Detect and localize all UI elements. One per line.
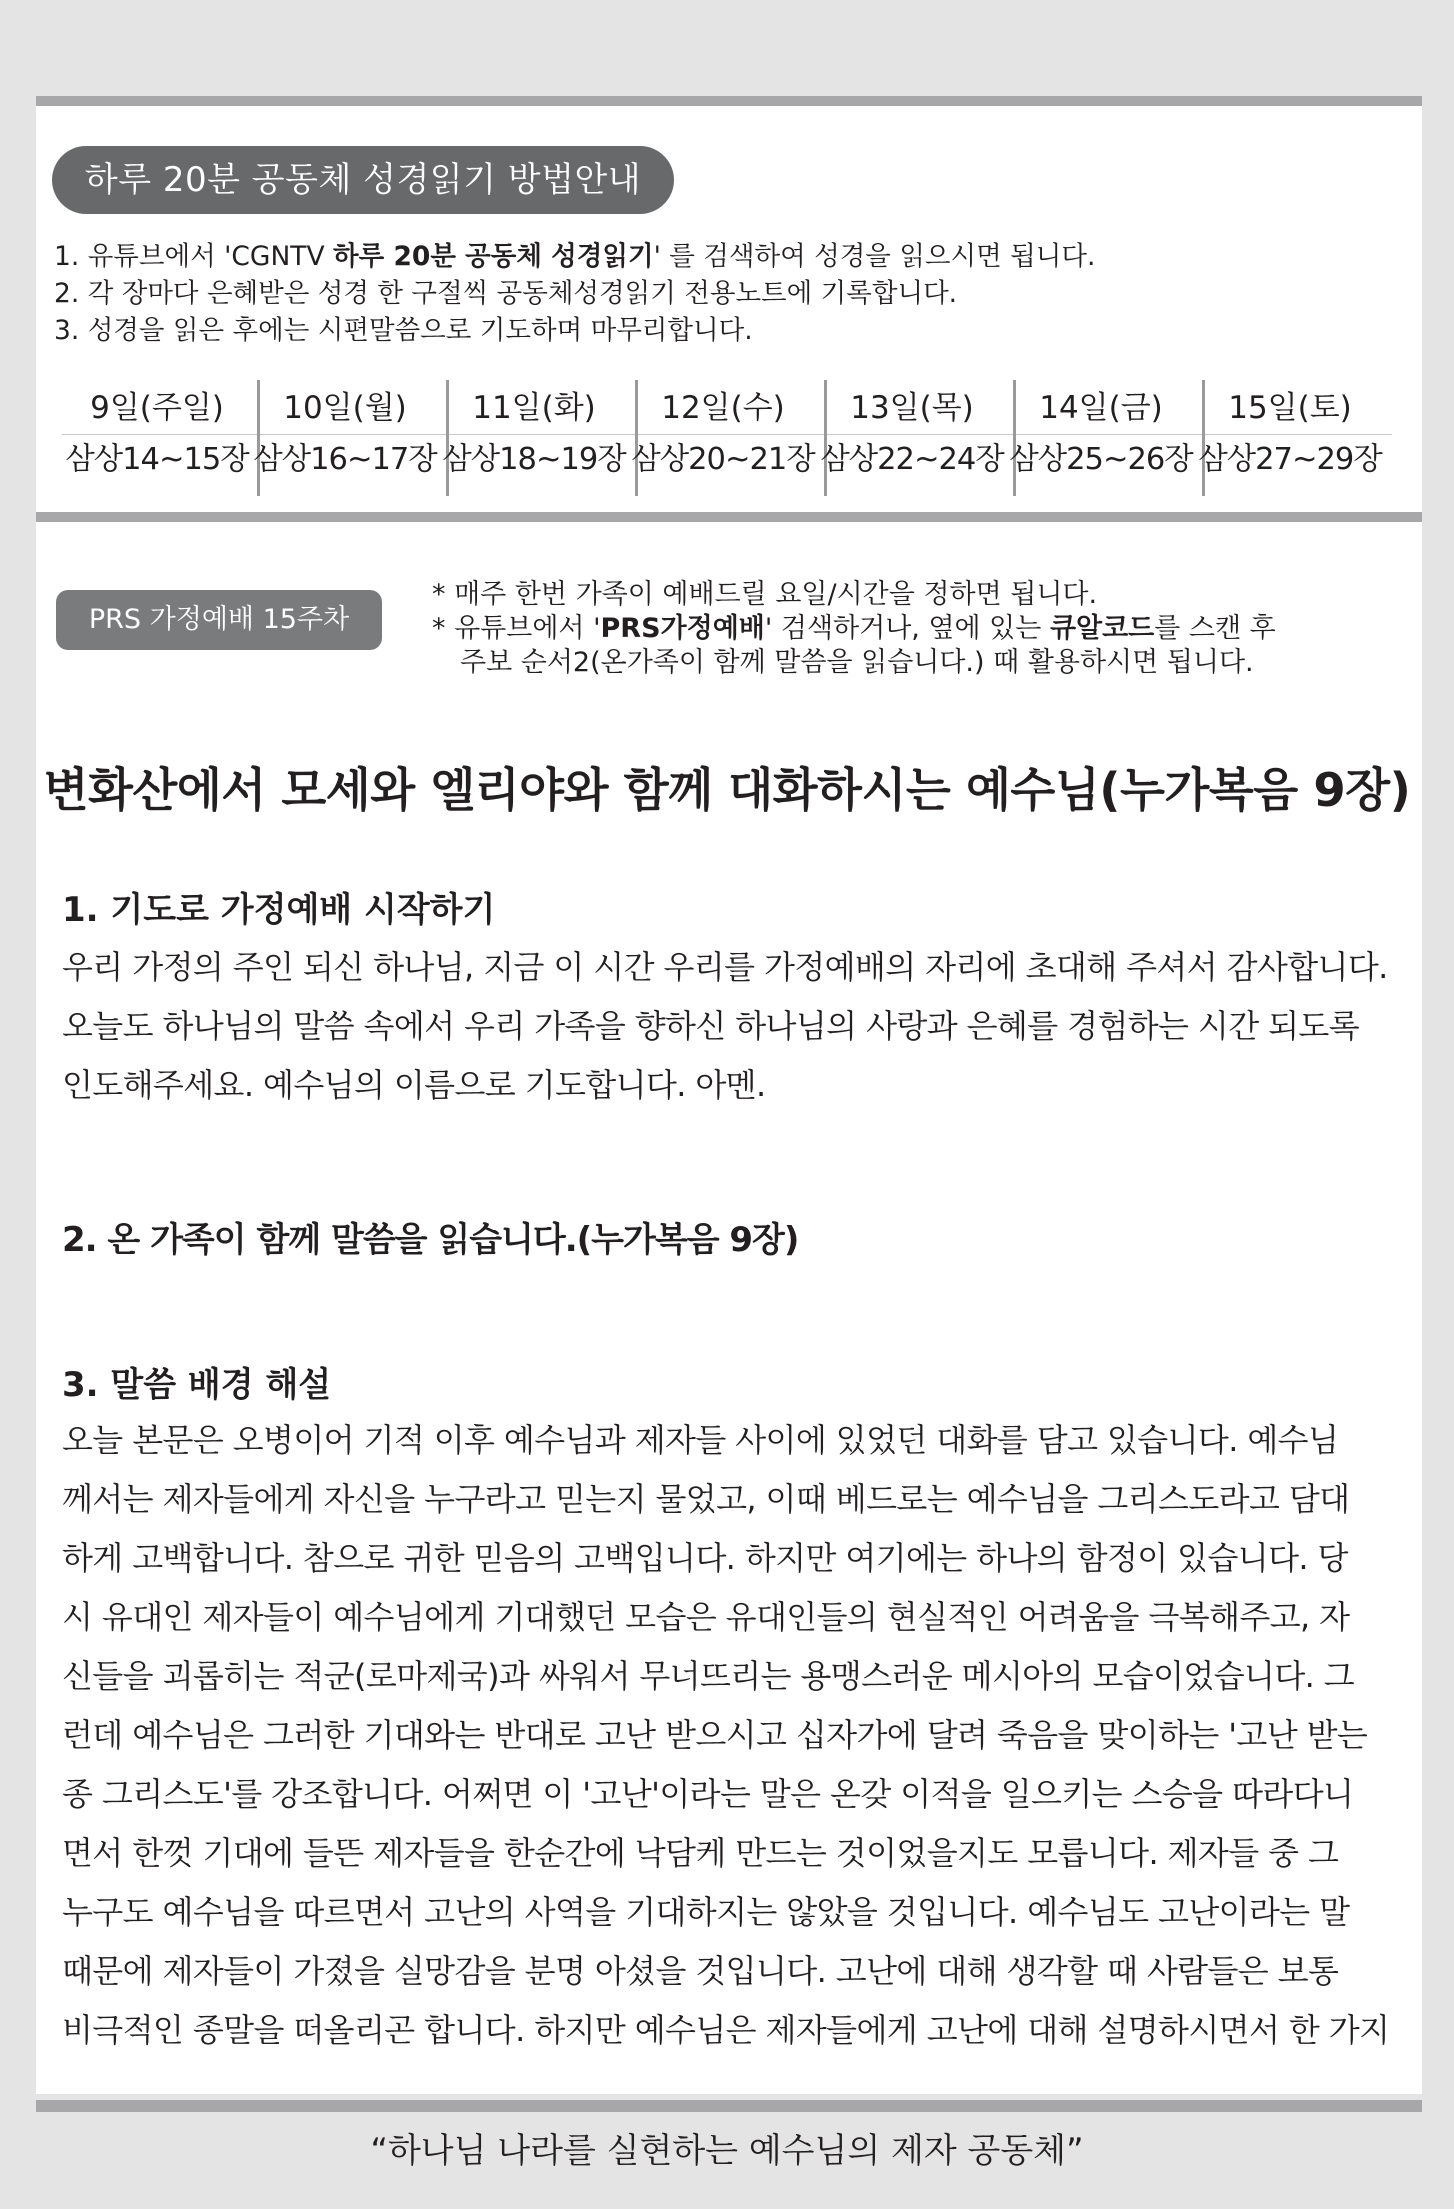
reading-schedule <box>62 378 1392 492</box>
text-line: 면서 한껏 기대에 들뜬 제자들을 한순간에 낙담케 만드는 것이었을지도 모릅니다. 제자들 중 그 <box>62 1834 1339 1872</box>
text-line: 인도해주세요. 예수님의 이름으로 기도합니다. 아멘. <box>62 1066 766 1104</box>
text-line: 런데 예수님은 그러한 기대와는 반대로 고난 받으시고 십자가에 달려 죽음을 맞이하는 '고난 받는 <box>62 1716 1368 1754</box>
schedule-day-3: 11일(화) 삼상18~19장 <box>442 390 626 477</box>
text-line: 비극적인 종말을 떠올리곤 합니다. 하지만 예수님은 제자들에게 고난에 대해 설명하시면서 한 가지 <box>62 2011 1390 2049</box>
text-line: 하게 고백합니다. 참으로 귀한 믿음의 고백입니다. 하지만 여기에는 하나의 함정이 있습니다. 당 <box>62 1539 1348 1577</box>
schedule-day-5: 13일(목) 삼상22~24장 <box>820 390 1004 477</box>
section-2-heading: 2. 온 가족이 함께 말씀을 읽습니다.(누가복음 9장) <box>62 1220 799 1260</box>
worship-note-1: * 매주 한번 가족이 예배드릴 요일/시간을 정하면 됩니다. <box>432 579 1098 610</box>
section-3-commentary <box>62 1411 1402 2060</box>
section-1-heading: 1. 기도로 가정예배 시작하기 <box>62 890 496 930</box>
section-3-heading: 3. 말씀 배경 해설 <box>62 1365 332 1405</box>
text-line: 우리 가정의 주인 되신 하나님, 지금 이 시간 우리를 가정예배의 자리에 초대해 주셔서 감사합니다. <box>62 948 1388 986</box>
family-worship-badge: PRS 가정예배 15주차 <box>56 590 382 650</box>
schedule-day-6: 14일(금) 삼상25~26장 <box>1009 390 1193 477</box>
section-1-prayer <box>62 938 1402 1115</box>
footer-slogan: “하나님 나라를 실현하는 예수님의 제자 공동체” <box>370 2131 1084 2171</box>
schedule-day-7: 15일(토) 삼상27~29장 <box>1198 390 1382 477</box>
middle-rule <box>36 512 1422 522</box>
text-line: 오늘도 하나님의 말씀 속에서 우리 가족을 향하신 하나님의 사랑과 은혜를 경험하는 시간 되도록 <box>62 1007 1360 1045</box>
text-line: 오늘 본문은 오병이어 기적 이후 예수님과 제자들 사이에 있었던 대화를 담고 있습니다. 예수님 <box>62 1421 1339 1459</box>
schedule-day-1: 9일(주일) 삼상14~15장 <box>65 390 249 477</box>
top-rule <box>36 96 1422 106</box>
worship-note-3: 주보 순서2(온가족이 함께 말씀을 읽습니다.) 때 활용하시면 됩니다. <box>460 647 1254 678</box>
schedule-day-2: 10일(월) 삼상16~17장 <box>253 390 437 477</box>
text-line: 께서는 제자들에게 자신을 누구라고 믿는지 물었고, 이때 베드로는 예수님을 그리스도라고 담대 <box>62 1480 1350 1518</box>
text-line: 종 그리스도'를 강조합니다. 어쩌면 이 '고난'이라는 말은 온갖 이적을 일으키는 스승을 따라다니 <box>62 1775 1354 1813</box>
worship-note-2: * 유튜브에서 'PRS가정예배' 검색하거나, 옆에 있는 큐알코드를 스캔 후 <box>432 613 1276 644</box>
schedule-day-4: 12일(수) 삼상20~21장 <box>631 390 815 477</box>
text-line: 시 유대인 제자들이 예수님에게 기대했던 모습은 유대인들의 현실적인 어려움을 극복해주고, 자 <box>62 1598 1350 1636</box>
worship-notes <box>432 578 1276 680</box>
bible-reading-title: 하루 20분 공동체 성경읽기 방법안내 <box>52 146 674 214</box>
text-line: 때문에 제자들이 가졌을 실망감을 분명 아셨을 것입니다. 고난에 대해 생각할 때 사람들은 보통 <box>62 1952 1339 1990</box>
reading-guide <box>54 238 1095 349</box>
guide-line-3: 3. 성경을 읽은 후에는 시편말씀으로 기도하며 마무리합니다. <box>54 315 753 346</box>
guide-line-2: 2. 각 장마다 은혜받은 성경 한 구절씩 공동체성경읽기 전용노트에 기록합니다. <box>54 278 958 309</box>
guide-line-1: 1. 유튜브에서 'CGNTV 하루 20분 공동체 성경읽기' 를 검색하여 성경을 읽으시면 됩니다. <box>54 241 1096 272</box>
bottom-rule <box>36 2100 1422 2112</box>
text-line: 누구도 예수님을 따르면서 고난의 사역을 기대하지는 않았을 것입니다. 예수님도 고난이라는 말 <box>62 1893 1350 1931</box>
sermon-title: 변화산에서 모세와 엘리야와 함께 대화하시는 예수님(누가복음 9장) <box>43 763 1411 817</box>
text-line: 신들을 괴롭히는 적군(로마제국)과 싸워서 무너뜨리는 용맹스러운 메시아의 모습이었습니다. 그 <box>62 1657 1355 1695</box>
